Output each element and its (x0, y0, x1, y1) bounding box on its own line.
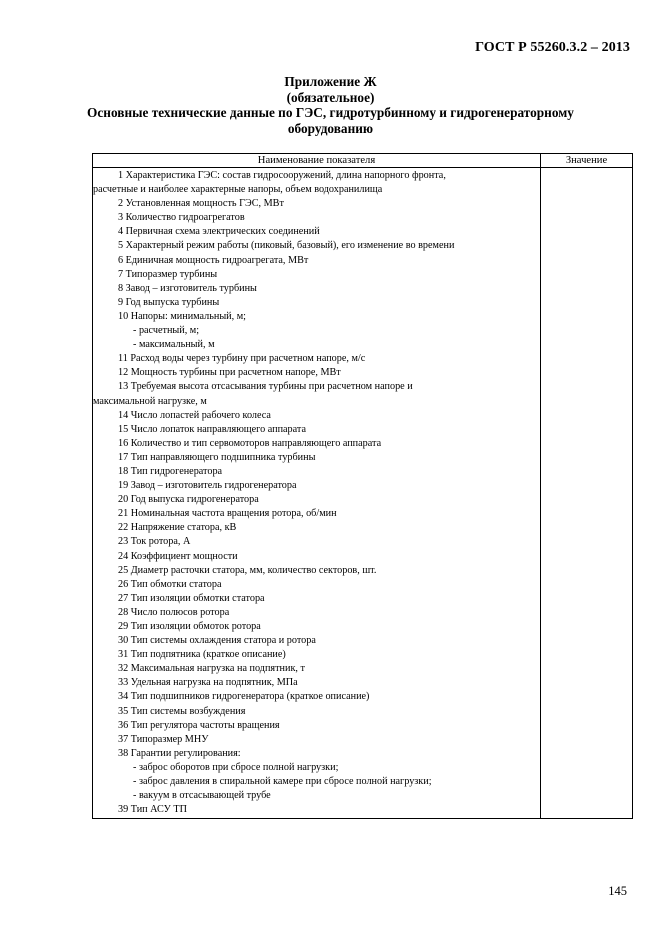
table-row: 28 Число полюсов ротора (118, 606, 230, 618)
table-row: 24 Коэффициент мощности (118, 550, 238, 562)
table-row: 11 Расход воды через турбину при расчетном напоре, м/с (118, 353, 366, 365)
table-row: 36 Тип регулятора частоты вращения (118, 719, 280, 731)
table-row: 25 Диаметр расточки статора, мм, количество секторов, шт. (118, 564, 377, 576)
table-row: 23 Ток ротора, А (118, 536, 191, 548)
table-row: 16 Количество и тип сервомоторов направляющего аппарата (118, 437, 382, 449)
table-row: 38 Гарантии регулирования: (118, 747, 241, 759)
table-row: 2 Установленная мощность ГЭС, МВт (118, 198, 284, 210)
table-row: 29 Тип изоляции обмоток ротора (118, 621, 261, 632)
table-row: 18 Тип гидрогенератора (118, 465, 223, 477)
table-row: 32 Максимальная нагрузка на подпятник, т (118, 663, 305, 675)
table-row: 19 Завод – изготовитель гидрогенератора (118, 480, 297, 492)
table-row: 1 Характеристика ГЭС: состав гидросооружений, длина напорного фронта, (118, 170, 446, 181)
annex-heading-line-2: оборудованию (287, 120, 374, 136)
table-row: 4 Первичная схема электрических соединений (118, 226, 320, 238)
table-row: 14 Число лопастей рабочего колеса (118, 409, 271, 421)
table-row: 33 Удельная нагрузка на подпятник, МПа (118, 677, 298, 689)
table-row: 6 Единичная мощность гидроагрегата, МВт (118, 254, 309, 266)
table-row: - расчетный, м; (133, 325, 200, 337)
table-row: 10 Напоры: минимальный, м; (118, 310, 246, 322)
table-row: 34 Тип подшипников гидрогенератора (краткое описание) (118, 691, 370, 703)
column-header-name: Наименование показателя (93, 154, 541, 168)
parameter-list (93, 168, 540, 818)
table-row: максимальной нагрузке, м (93, 395, 207, 407)
table-row: 12 Мощность турбины при расчетном напоре, МВт (118, 367, 341, 379)
table-row: 30 Тип системы охлаждения статора и ротора (118, 635, 316, 647)
table-row: 22 Напряжение статора, кВ (118, 522, 237, 534)
table-row: 13 Требуемая высота отсасывания турбины при расчетном напоре и (118, 381, 413, 393)
page-number: 145 (608, 884, 627, 898)
table-row: 35 Тип системы возбуждения (118, 705, 246, 717)
parameter-names-cell (93, 168, 541, 819)
table-row: 9 Год выпуска турбины (118, 296, 220, 308)
table-row: 37 Типоразмер МНУ (118, 733, 209, 745)
annex-heading (0, 74, 661, 136)
table-row: - максимальный, м (133, 339, 215, 351)
table-row: 5 Характерный режим работы (пиковый, базовый), его изменение во времени (118, 240, 455, 252)
table-row: 27 Тип изоляции обмотки статора (118, 592, 265, 604)
table-row: 8 Завод – изготовитель турбины (118, 282, 257, 294)
parameters-table (92, 153, 633, 819)
document-code: ГОСТ Р 55260.3.2 – 2013 (475, 40, 630, 55)
table-row: 17 Тип направляющего подшипника турбины (118, 451, 316, 463)
column-header-value: Значение (541, 154, 633, 168)
table-row: - вакуум в отсасывающей трубе (133, 790, 271, 802)
table-row: 21 Номинальная частота вращения ротора, об/мин (118, 508, 337, 520)
table-row: 26 Тип обмотки статора (118, 578, 222, 590)
annex-status: (обязательное) (286, 89, 375, 105)
table-row: 7 Типоразмер турбины (118, 268, 218, 280)
value-cell (541, 168, 633, 819)
table-row: - заброс давления в спиральной камере при сбросе полной нагрузки; (133, 776, 432, 788)
table-row: 15 Число лопаток направляющего аппарата (118, 423, 307, 435)
annex-heading-line-1: Основные технические данные по ГЭС, гидротурбинному и гидрогенераторному (87, 105, 574, 120)
table-row: 31 Тип подпятника (краткое описание) (118, 649, 286, 661)
table-row: 39 Тип АСУ ТП (118, 804, 188, 816)
table-row: 20 Год выпуска гидрогенератора (118, 494, 259, 506)
annex-title: Приложение Ж (284, 74, 377, 89)
table-row: 3 Количество гидроагрегатов (118, 212, 245, 224)
table-row: - заброс оборотов при сбросе полной нагрузки; (133, 761, 339, 773)
table-row: расчетные и наиболее характерные напоры, объем водохранилища (93, 184, 383, 196)
